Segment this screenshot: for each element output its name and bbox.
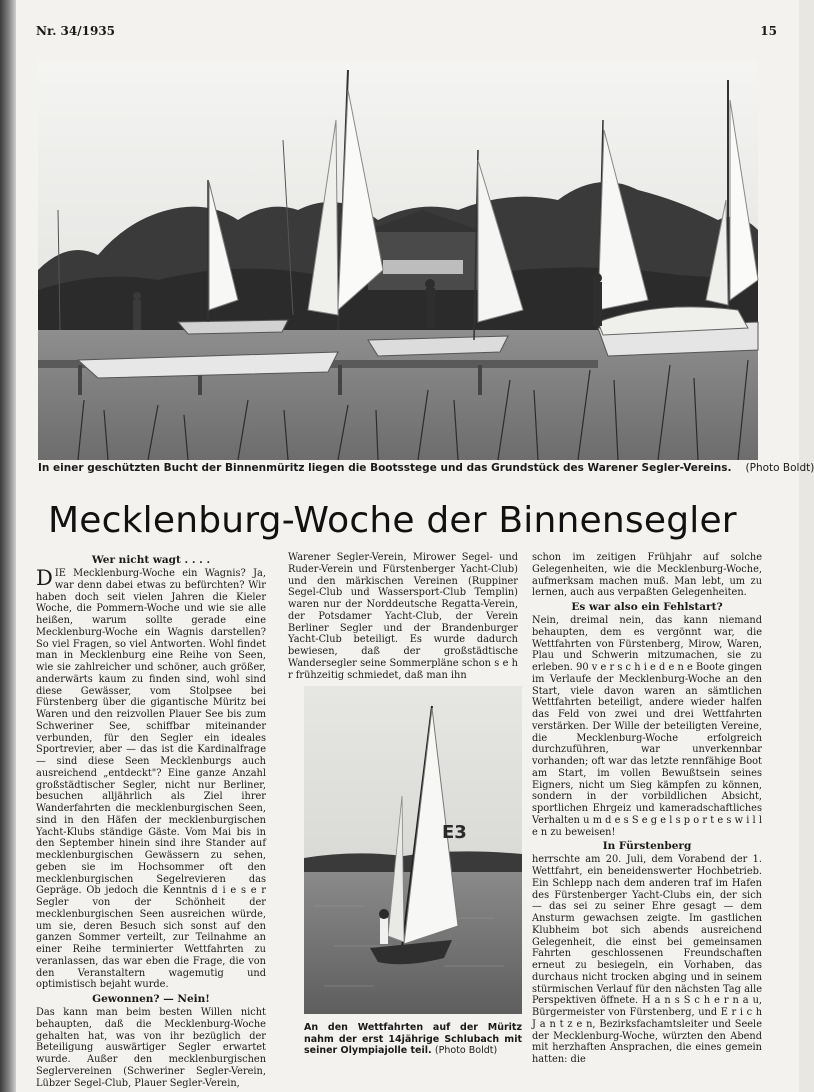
paragraph: Das kann man beim besten Willen nicht behaupten, daß die Mecklenburg-Woche gehalten hat, was von ihr bezüglich der Beteiligung auswärtiger Segler erwartet wurde. Außer den mecklenburgischen Seglervereinen (Schweriner Segler-Verein, Lübzer Segel-Club, Plauer Segler-Verein, [36, 1007, 266, 1089]
mid-photo-caption [304, 1022, 522, 1057]
issue-number: Nr. 34/1935 [36, 24, 116, 38]
sail-number: E3 [442, 822, 467, 843]
top-photo-credit: (Photo Boldt) [745, 462, 814, 474]
top-photo-caption [38, 462, 814, 480]
article-title: Mecklenburg-Woche der Binnensegler [48, 500, 737, 541]
dinghy-photo-illustration [304, 686, 522, 1014]
subhead-in-fuerstenberg: In Fürstenberg [602, 840, 692, 853]
book-spine [0, 0, 16, 1092]
paragraph: Warener Segler-Verein, Mirower Segel- und Ruder-Verein und Fürstenberger Yacht-Club) und den märkischen Vereinen (Ruppiner Segel-Club und Wassersport-Club Templin) waren nur der Norddeutsche Regatta-Verein, der Potsdamer Yacht-Club, der Verein Berliner Segler und der Brandenburger Yacht-Club beteiligt. Es wurde dadurch bewiesen, daß der großstädtische Wandersegler seine Sommerpläne schon s e h r frühzeitig schmiedet, daß man ihn [288, 552, 518, 681]
article-column-3 [532, 552, 762, 1066]
paragraph-text: IE Mecklenburg-Woche ein Wagnis? Ja, war denn dabei etwas zu befürchten? Wir haben doch seit vielen Jahren die Kieler Woche, die Pommern-Woche und wie sie alle heißen, warum sollte gerade eine Mecklenburg-Woche ein Wagnis darstellen? So viel Fragen, so viel Antworten. Wohl findet man in Mecklenburg eine Reihe von Seen, wie sie zahlreicher und schöner, auch größer, anderwärts kaum zu finden sind, wohl sind diese Gewässer, vom Stolpsee bei Fürstenberg über die gigantische Müritz bei Waren und den reizvollen Plauer See bis zum Schweriner See, schiffbar miteinander verbunden, für den Segler ein ideales Sportrevier, aber — das ist die Kardinalfrage — sind diese Seen Mecklenburgs auch ausreichend „entdeckt"? Eine ganze Anzahl großstädtischer Segler, nicht nur Berliner, besuchen alljährlich als Ziel ihrer Wanderfahrten die mecklenburgischen Seen, sind in den Häfen der mecklenburgischen Yacht-Klubs ständige Gäste. Vom Mai bis in den September hinein sind ihre Stander auf mecklenburgischen Gewässern zu sehen, geben sie im Hochsommer oft den mecklenburgischen Segelrevieren das Gepräge. Ob jedoch die Kenntnis d i e s e r Segler von der Schönheit der mecklenburgischen Seen ausreichen würde, um sie, deren Besuch sich sonst auf den ganzen Sommer verteilt, zur Teilnahme an einer Reihe terminierter Wettfahrten zu veranlassen, das war eben die Frage, die von den Veranstaltern wagemutig und optimistisch bejaht wurde. [36, 568, 266, 991]
paragraph: herrschte am 20. Juli, dem Vorabend der 1. Wettfahrt, ein beneidenswerter Hochbetrieb. Ein Schlepp nach dem anderen traf im Hafen des Fürstenberger Yacht-Clubs ein, der sich — das sei zu seiner Ehre gesagt — dem Ansturm gewachsen zeigte. Im gastlichen Klubheim bot sich abends ausreichend Gelegenheit, die einst bei gemeinsamen Fahrten geschlossenen Freundschaften erneut zu besiegeln, ein Vorhaben, das durchaus nicht trocken abging und in seinem stürmischen Verlauf für den nächsten Tag alle Perspektiven öffnete. H a n s S c h e r n a u, Bürgermeister von Fürstenberg, und E r i c h J a n t z e n, Bezirksfachamtsleiter und Seele der Mecklenburg-Woche, würzten den Abend mit herzhaften Ansprachen, die eines gemein hatten: die [532, 854, 762, 1065]
harbour-photo [38, 60, 758, 460]
drop-cap: D [36, 566, 53, 590]
paragraph [36, 568, 266, 991]
article-column-2 [288, 552, 518, 681]
mid-photo-credit: (Photo Boldt) [434, 1045, 498, 1056]
top-photo-caption-text: In einer geschützten Bucht der Binnenmüritz liegen die Bootsstege und das Grundstück des Warener Segler-Vereins. [38, 462, 732, 474]
subhead-fehlstart: Es war also ein Fehlstart? [571, 601, 723, 613]
subhead-wer-nicht-wagt: Wer nicht wagt . . . . [91, 554, 211, 566]
harbour-photo-illustration [38, 60, 758, 460]
page-number: 15 [760, 24, 777, 38]
article-column-1 [36, 552, 266, 1089]
dinghy-photo [304, 686, 522, 1014]
mid-photo-caption-text: An den Wettfahrten auf der Müritz nahm der erst 14jährige Schlubach mit seiner Olympiajolle teil. [304, 1022, 522, 1056]
paragraph: Nein, dreimal nein, das kann niemand behaupten, dem es vergönnt war, die Wettfahrten von Fürstenberg, Mirow, Waren, Plau und Schwerin mitzumachen, sie zu erleben. 90 v e r s c h i e d e n e Boote gingen im Verlaufe der Mecklenburg-Woche an den Start, viele davon waren an sämtlichen Wettfahrten beteiligt, andere wieder halfen das Feld von zwei und drei Wettfahrten verstärken. Der Wille der beteiligten Vereine, die Mecklenburg-Woche erfolgreich durchzuführen, war unverkennbar vorhanden; oft war das letzte rennfähige Boot am Start, im vollen Bewußtsein seines Eigners, nicht um Sieg kämpfen zu können, sondern in der vorbildlichen Absicht, sportlichen Ehrgeiz und kameradschaftliches Verhalten u m d e s S e g e l s p o r t e s w i l l e n zu beweisen! [532, 615, 762, 838]
subhead-gewonnen: Gewonnen? — Nein! [92, 993, 210, 1005]
paragraph: schon im zeitigen Frühjahr auf solche Gelegenheiten, wie die Mecklenburg-Woche, aufmerksam machen muß. Man lebt, um zu lernen, auch aus verpaßten Gelegenheiten. [532, 552, 762, 599]
